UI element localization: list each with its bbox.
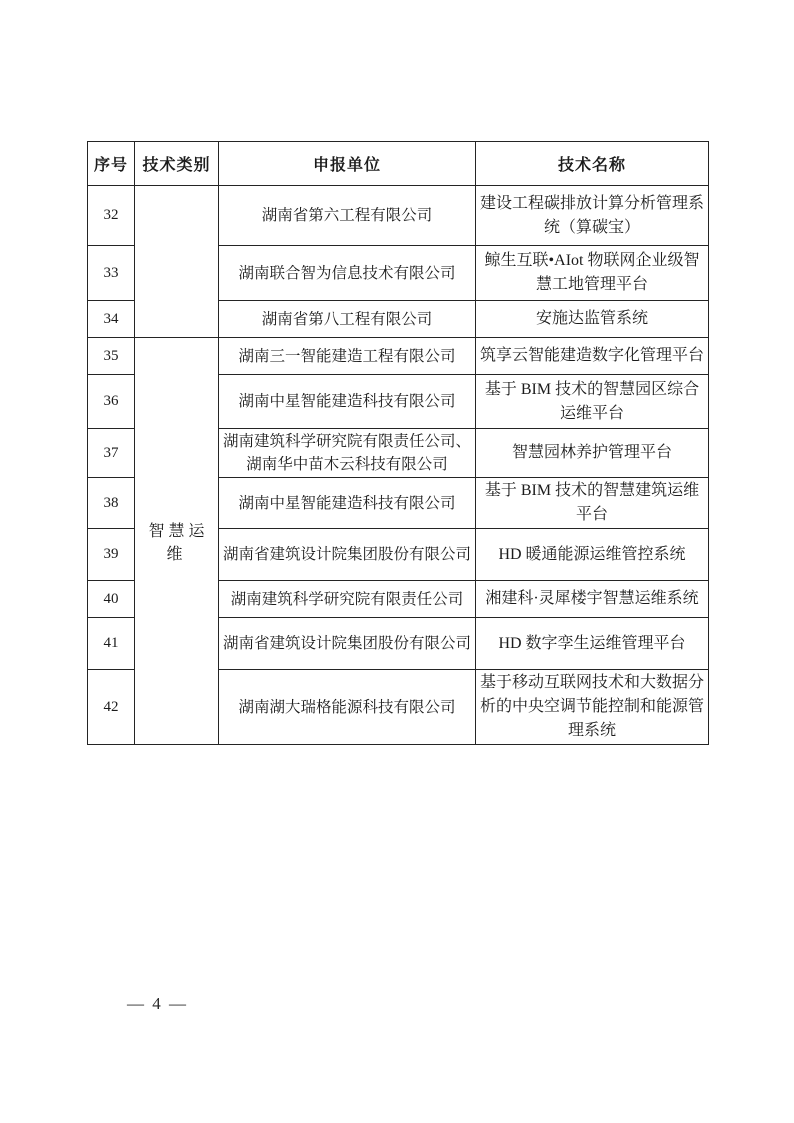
table-header-row	[88, 142, 709, 186]
row-number-cell: 32	[88, 186, 135, 246]
tech-name-cell: 筑享云智能建造数字化管理平台	[476, 338, 709, 375]
tech-name-cell: HD 暖通能源运维管控系统	[476, 529, 709, 581]
table-row	[88, 186, 709, 246]
table-row	[88, 338, 709, 375]
company-cell: 湖南省建筑设计院集团股份有限公司	[219, 618, 476, 670]
company-cell: 湖南建筑科学研究院有限责任公司	[219, 581, 476, 618]
company-cell: 湖南中星智能建造科技有限公司	[219, 478, 476, 529]
company-cell: 湖南建筑科学研究院有限责任公司、湖南华中苗木云科技有限公司	[219, 429, 476, 478]
column-header-company: 申报单位	[219, 142, 476, 186]
tech-name-cell: 安施达监管系统	[476, 301, 709, 338]
tech-name-cell: HD 数字孪生运维管理平台	[476, 618, 709, 670]
row-number-cell: 39	[88, 529, 135, 581]
row-number-cell: 37	[88, 429, 135, 478]
tech-name-cell: 鲸生互联•AIot 物联网企业级智慧工地管理平台	[476, 246, 709, 301]
company-cell: 湖南三一智能建造工程有限公司	[219, 338, 476, 375]
tech-name-cell: 智慧园林养护管理平台	[476, 429, 709, 478]
technology-table	[87, 141, 709, 745]
company-cell: 湖南联合智为信息技术有限公司	[219, 246, 476, 301]
company-cell: 湖南中星智能建造科技有限公司	[219, 375, 476, 429]
category-cell-smart-operations: 智慧运维	[135, 338, 219, 745]
row-number-cell: 35	[88, 338, 135, 375]
tech-name-cell: 基于 BIM 技术的智慧园区综合运维平台	[476, 375, 709, 429]
row-number-cell: 33	[88, 246, 135, 301]
row-number-cell: 40	[88, 581, 135, 618]
tech-name-cell: 建设工程碳排放计算分析管理系统（算碳宝）	[476, 186, 709, 246]
page-number: — 4 —	[127, 994, 188, 1013]
tech-name-cell: 湘建科·灵犀楼宇智慧运维系统	[476, 581, 709, 618]
category-cell-empty	[135, 186, 219, 338]
column-header-category: 技术类别	[135, 142, 219, 186]
row-number-cell: 41	[88, 618, 135, 670]
row-number-cell: 42	[88, 670, 135, 745]
company-cell: 湖南省建筑设计院集团股份有限公司	[219, 529, 476, 581]
column-header-tech-name: 技术名称	[476, 142, 709, 186]
tech-name-cell: 基于 BIM 技术的智慧建筑运维平台	[476, 478, 709, 529]
row-number-cell: 36	[88, 375, 135, 429]
company-cell: 湖南省第八工程有限公司	[219, 301, 476, 338]
tech-name-cell: 基于移动互联网技术和大数据分析的中央空调节能控制和能源管理系统	[476, 670, 709, 745]
row-number-cell: 38	[88, 478, 135, 529]
column-header-index: 序号	[88, 142, 135, 186]
row-number-cell: 34	[88, 301, 135, 338]
company-cell: 湖南省第六工程有限公司	[219, 186, 476, 246]
company-cell: 湖南湖大瑞格能源科技有限公司	[219, 670, 476, 745]
